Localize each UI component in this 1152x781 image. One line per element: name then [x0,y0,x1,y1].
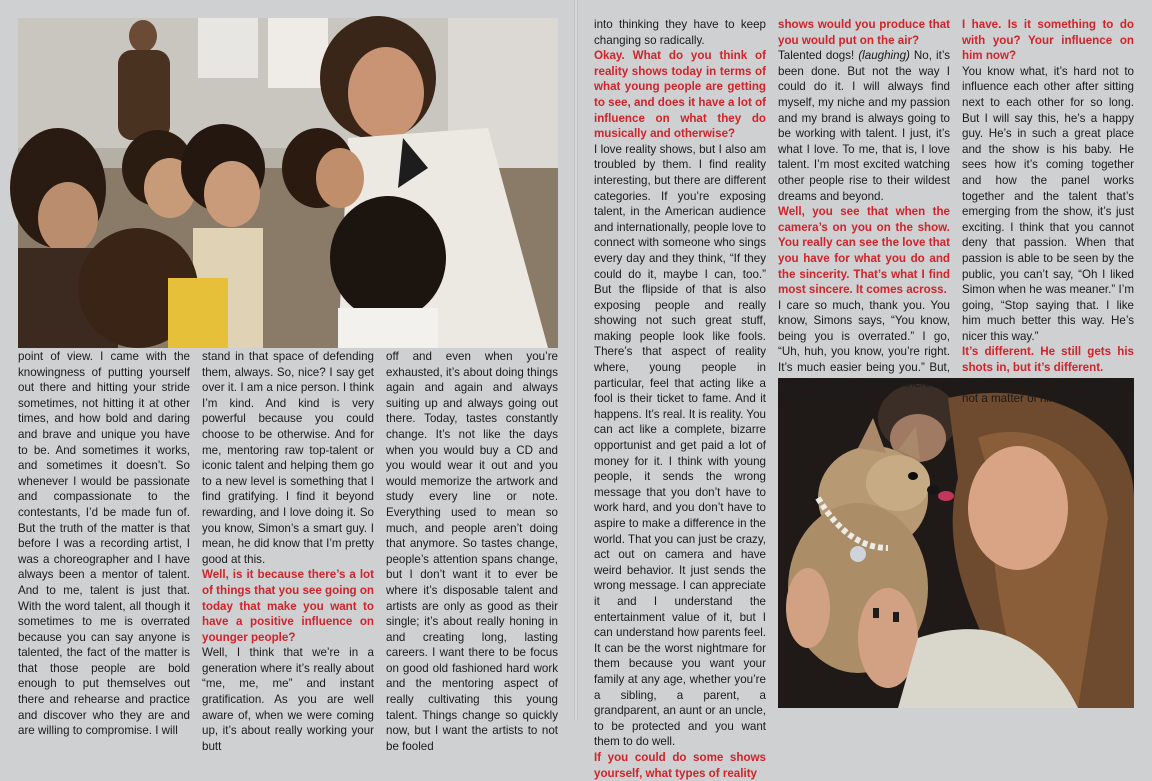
interview-answer: Well, I think that we’re in a generation where it’s really about “me, me, me” and instant gratification. As you are well aware of, when we were coming up, it’s about really working your butt [202,646,374,753]
page-gutter [574,0,578,720]
interview-question: shows would you produce that you would put on the air? [778,18,950,47]
interview-answer: I love reality shows, but I also am troubled by them. I find reality interesting, but there are different categories. If you’re exposing talent, in the American audience and internationally, people love to connect with someone who sings every day and they think, “If they could do it, maybe I can, too.” But the flipside of that is also exposing people and really showing not such great stuff, making people look like fools. There’s that aspect of reality where, young people in particular, feel that acting like a fool is their ticket to fame. And it happens. It’s real. It is reality. You can act like a complete, bizarre opportunist and get paid a lot of money for it. I think with young people, it sends the wrong message that you don’t have to work hard, and you don’t have to aspire to make a difference in the world. That you can just be crazy, act out on camera and have weird behavior. It just sends the wrong message. I can appreciate it and I understand the entertainment value of it, but I can understand how parents feel. It can be the worst nightmare for them because you want your family at any age, whether you’re a sibling, a parent, a grandparent, an aunt or an uncle, to be protected and you want them to do well. [594,142,766,749]
article-column-4 [594,17,767,780]
interview-answer: Talented dogs! (laughing) No, it’s been done. But not the way I could do it. I will always find myself, my niche and my passion and my brand is always going to be working with talent. I just, it’s what I love. To me, that is, I love talent. I’m most excited watching other people rise to their wildest dreams and beyond. [778,49,950,203]
article-column-2 [202,349,374,753]
photo-woman-with-girls [18,18,558,348]
interview-answer: into thinking they have to keep changing so radically. [594,18,766,47]
interview-answer: off and even when you’re exhausted, it’s about doing things again and again and always suiting up and always going out there. Today, tastes constantly change. It’s not like the days when you would buy a CD and you would wear it out and you would memorize the artwork and study every line or note. Everything used to mean so much, and people aren’t doing that anymore. So tastes change, people’s attention spans change, but I don’t want it to ever be where it’s disposable talent and artists are only as good as their single; it’s about really honing in and creating long, lasting careers. I want there to be focus on good old fashioned hard work and the mentoring aspect of really cultivating this young talent. Things change so quickly now, but I want the artists to not be fooled [386,350,558,753]
interview-question: It’s different. He still gets his shots in, but it’s different. [962,345,1134,375]
article-column-1 [18,349,190,738]
interview-question: Well, is it because there’s a lot of things that you see going on today that make you want to have a positive influence on younger people? [202,568,374,644]
photo-woman-kissing-dog [778,378,1134,708]
interview-answer: stand in that space of defending them, always. So, nice? I say get over it. I am a nice person. I think I’m kind. And kind is very powerful because you could choose to be otherwise. And for me, mentoring raw top-talent or iconic talent and helping them go to a new level is something that I find gratifying. I find it beyond rewarding, and I love doing it. So you know, Simon’s a smart guy. I mean, he did know that I’m pretty good at this. [202,350,374,566]
interview-answer: You know what, it’s hard not to influence each other after sitting next to each other for so long. But I will say this, he’s a happy guy. He’s in such a great place and the show is his baby. He sees how it’s coming together and how the panel works together and the talent that’s emerging from the show, it’s just exciting. I think that you cannot deny that passion. When that passion is able to be seen by the public, you can’t say, “Oh I liked Simon when he was meaner.” I’m going, “Stop saying that. I like him much better this way. He’s nicer this way.” [962,64,1134,343]
interview-answer: I care so much, thank you. You know, Simons says, “You know, being you is overrated.” I go, “Uh, huh, you know, you’re right. It’s much easier being you.” But, I’m sure you’ve noticed there’s a change in Simon. [778,298,950,406]
interview-question: Okay. What do you think of reality shows today in terms of what young people are getting to see, and does it have a lot of influence on what they do musically and otherwise? [594,49,767,141]
interview-answer: point of view. I came with the knowingness of putting yourself out there and hitting your stride sometimes, not hitting it at other times, and how bold and daring and brave and unique you have to be. And sometimes it works, and sometimes it doesn’t. So whenever I would be passionate and compassionate to the contestants, I’d be made fun of. But the truth of the matter is that before I was a recording artist, I was a choreographer and I have always been a mentor of talent. And to me, talent is just that. With the word talent, all though it sometimes to me is overrated because you can say anyone is talented, the fact of the matter is that those people are bold enough to put themselves out there and rehearse and practice and discover who they are and are willing to compromise. I will [18,350,190,738]
article-column-5 [778,17,950,406]
interview-question: Well, you see that when the camera’s on you on the show. You really can see the love that you have for what you do and the sincerity. That’s what I find most sincere. It comes across. [778,205,950,297]
interview-question: I have. Is it something to do with you? Your influence on him now? [962,18,1134,63]
interview-answer: Oh, yes he does. It’s different, it’s not a matter of him being nicer [962,376,1134,406]
interview-question: If you could do some shows yourself, what types of reality [594,750,766,780]
article-column-3 [386,349,558,753]
article-column-6 [962,17,1134,406]
